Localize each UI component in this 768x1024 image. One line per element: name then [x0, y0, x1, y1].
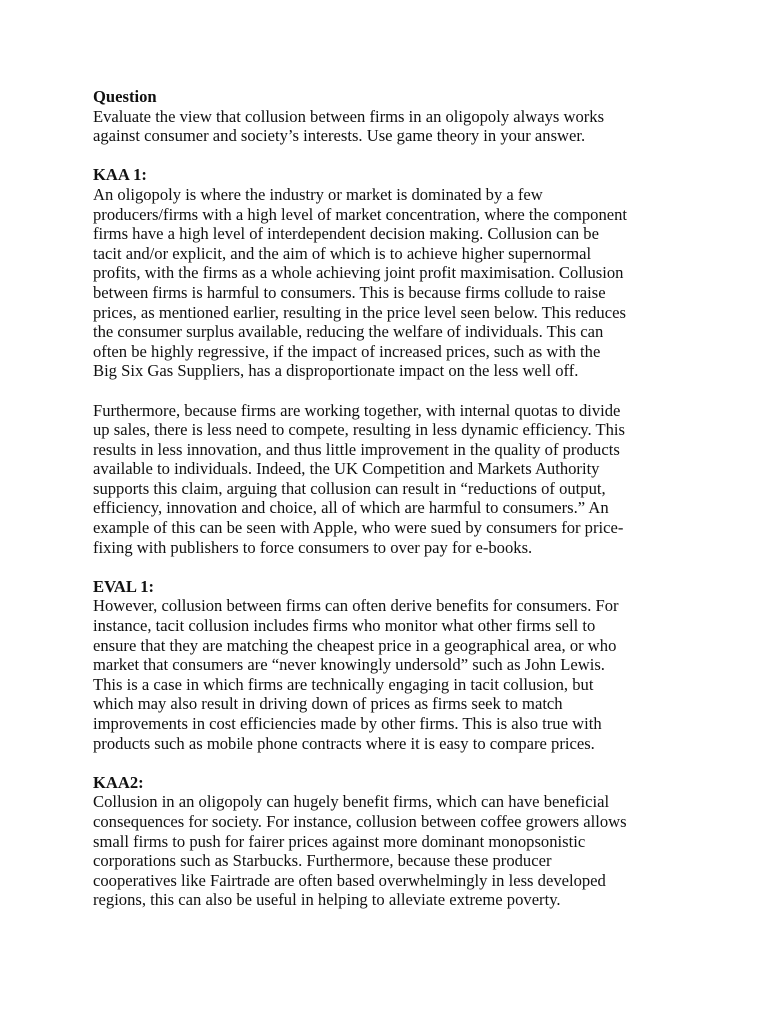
question-section: [93, 87, 693, 146]
kaa2-heading: KAA2:: [93, 772, 144, 792]
section-spacer: [93, 753, 693, 773]
kaa2-section: [93, 773, 693, 910]
eval1-section: [93, 577, 693, 753]
kaa2-paragraph: Collusion in an oligopoly can hugely benefit firms, which can have beneficial consequences for society. For instance, collusion between coffee growers allows small firms to push for fairer prices against more dominant monopsonistic corporations such as Starbucks. Furthermore, because these producer cooperatives like Fairtrade are often based overwhelmingly in less developed regions, this can also be useful in helping to alleviate extreme poverty.: [93, 792, 627, 910]
question-text: Evaluate the view that collusion between firms in an oligopoly always works against consumer and society’s interests. Use game theory in your answer.: [93, 106, 605, 146]
document-page: [93, 87, 693, 910]
paragraph-spacer: [93, 381, 693, 401]
kaa1-paragraph-2: Furthermore, because firms are working together, with internal quotas to divide up sales, there is less need to compete, resulting in less dynamic efficiency. This results in less innovation, and thus little improvement in the quality of products available to individuals. Indeed, the UK Competition and Markets Authority supports this claim, arguing that collusion can result in “reductions of output, efficiency, innovation and choice, all of which are harmful to consumers.” An example of this can be seen with Apple, who were sued by consumers for price- fixing with publishers to force consumers to over pay for e-books.: [93, 400, 625, 557]
kaa1-section: [93, 165, 693, 557]
kaa1-heading: KAA 1:: [93, 165, 147, 185]
question-heading: Question: [93, 87, 157, 106]
kaa1-paragraph-1: An oligopoly is where the industry or market is dominated by a few producers/firms with a high level of market concentration, where the component firms have a high level of interdependent decision making. Collusion can be tacit and/or explicit, and the aim of which is to achieve higher supernormal profits, with the firms as a whole achieving joint profit maximisation. Collusion between firms is harmful to consumers. This is because firms collude to raise prices, as mentioned earlier, resulting in the price level seen below. This reduces the consumer surplus available, reducing the welfare of individuals. This can often be highly regressive, if the impact of increased prices, such as with the Big Six Gas Suppliers, has a disproportionate impact on the less well off.: [93, 184, 628, 381]
section-spacer: [93, 146, 693, 166]
section-spacer: [93, 557, 693, 577]
eval1-heading: EVAL 1:: [93, 576, 155, 596]
eval1-paragraph: However, collusion between firms can often derive benefits for consumers. For instance, tacit collusion includes firms who monitor what other firms sell to ensure that they are matching the cheapest price in a geographical area, or who market that consumers are “never knowingly undersold” such as John Lewis. This is a case in which firms are technically engaging in tacit collusion, but which may also result in driving down of prices as firms seek to match improvements in cost efficiencies made by other firms. This is also true with products such as mobile phone contracts where it is easy to compare prices.: [93, 596, 619, 753]
